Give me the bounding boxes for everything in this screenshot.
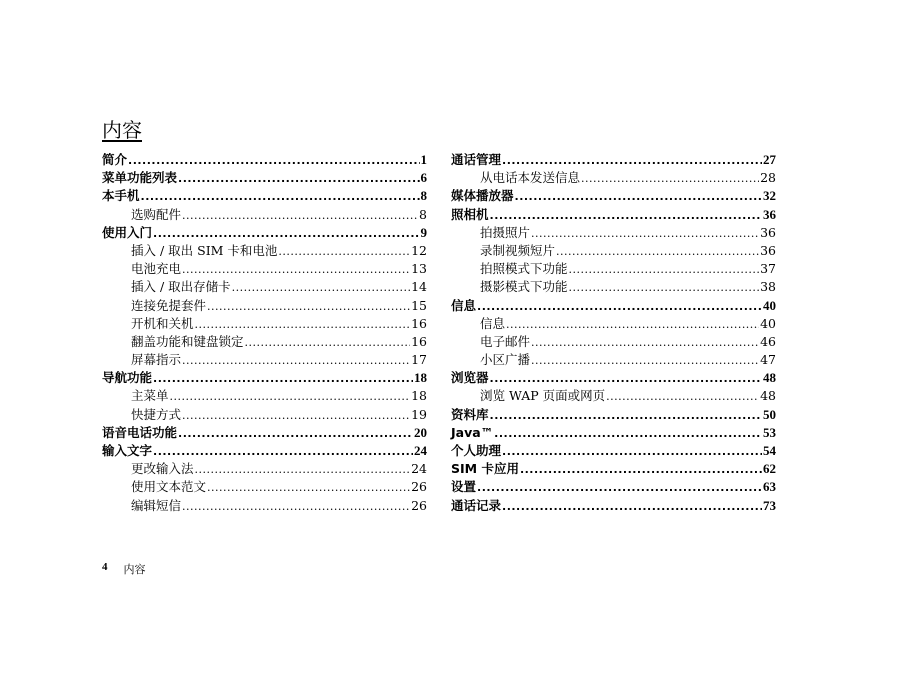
toc-entry-page: 48 (760, 388, 776, 404)
toc-entry-page: 26 (411, 497, 427, 513)
toc-entry-label: 编辑短信 (131, 497, 182, 513)
toc-leader-dots (195, 461, 411, 479)
toc-leader-dots (182, 207, 418, 225)
toc-entry-label: 录制视频短片 (480, 242, 556, 258)
toc-entry-page: 24 (414, 443, 427, 458)
toc-leader-dots (195, 316, 411, 334)
toc-entry[interactable] (102, 406, 427, 424)
page-title: 内容 (102, 118, 142, 142)
toc-entry-label: 媒体播放器 (451, 188, 514, 204)
toc-entry-label: 拍照模式下功能 (480, 261, 568, 277)
toc-leader-dots (494, 425, 762, 443)
toc-entry-page: 16 (411, 333, 427, 349)
toc-leader-dots (182, 261, 410, 279)
toc-entry-label: 电子邮件 (480, 333, 531, 349)
toc-entry-page: 48 (763, 370, 776, 386)
toc-leader-dots (245, 334, 411, 352)
toc-leader-dots (531, 334, 759, 352)
toc-entry-label: 从电话本发送信息 (480, 170, 581, 186)
toc-entry-page: 9 (420, 224, 427, 240)
toc-entry-label: 小区广播 (480, 352, 531, 368)
toc-entry[interactable] (451, 187, 776, 205)
toc-entry[interactable] (102, 297, 427, 315)
toc-entry-page: 19 (411, 406, 427, 422)
toc-entry-label: 菜单功能列表 (102, 170, 178, 186)
toc-entry-page: 40 (763, 297, 776, 313)
toc-entry-label: 主菜单 (131, 388, 169, 404)
toc-entry-page: 8 (419, 206, 427, 222)
toc-leader-dots (232, 279, 410, 297)
toc-entry[interactable] (102, 424, 427, 442)
toc-entry[interactable] (451, 369, 776, 387)
toc-entry-page: 16 (411, 315, 427, 331)
toc-entry[interactable] (451, 460, 776, 478)
toc-entry[interactable] (451, 442, 776, 460)
toc-entry-page: 1 (420, 152, 427, 167)
toc-entry-page: 46 (760, 333, 776, 349)
toc-entry-label: 通话管理 (451, 152, 502, 167)
page-footer (102, 561, 146, 577)
toc-entry[interactable] (102, 206, 427, 224)
toc-entry-page: 47 (760, 352, 776, 368)
toc-entry[interactable] (102, 260, 427, 278)
toc-leader-dots (506, 316, 759, 334)
toc-entry[interactable] (451, 242, 776, 260)
toc-entry-page: 12 (411, 242, 427, 258)
toc-entry-label: 资料库 (451, 406, 489, 422)
toc-entry-label: 输入文字 (102, 443, 153, 458)
toc-entry[interactable] (451, 151, 776, 169)
toc-leader-dots (606, 388, 759, 406)
toc-entry-page: 20 (414, 424, 427, 440)
toc-entry-label: 使用文本范文 (131, 479, 207, 495)
toc-entry-label: 导航功能 (102, 370, 153, 386)
toc-entry[interactable] (451, 169, 776, 187)
toc-entry-label: 电池充电 (131, 261, 182, 277)
toc-leader-dots (178, 170, 419, 188)
toc-leader-dots (182, 352, 410, 370)
toc-entry[interactable] (451, 406, 776, 424)
toc-leader-dots (490, 407, 762, 425)
toc-entry[interactable] (102, 478, 427, 496)
toc-entry-label: 个人助理 (451, 443, 502, 458)
toc-entry-page: 8 (420, 188, 427, 204)
toc-right-column (451, 151, 776, 515)
toc-entry-label: 屏幕指示 (131, 352, 182, 368)
toc-leader-dots (153, 225, 419, 243)
toc-entry-label: SIM 卡应用 (451, 461, 519, 477)
toc-entry[interactable] (451, 387, 776, 405)
toc-entry-label: 语音电话功能 (102, 424, 178, 440)
toc-entry[interactable] (451, 206, 776, 224)
toc-entry-label: 浏览 WAP 页面或网页 (480, 388, 606, 404)
toc-entry[interactable] (451, 424, 776, 442)
toc-entry[interactable] (102, 169, 427, 187)
toc-leader-dots (490, 207, 762, 225)
toc-entry[interactable] (102, 278, 427, 296)
toc-entry-page: 6 (420, 170, 427, 186)
toc-entry-label: 拍摄照片 (480, 224, 531, 240)
toc-leader-dots (502, 443, 762, 461)
toc-entry-page: 26 (411, 479, 427, 495)
toc-entry[interactable] (451, 278, 776, 296)
toc-entry-page: 15 (411, 297, 427, 313)
toc-leader-dots (278, 243, 410, 261)
toc-entry-label: 通话记录 (451, 497, 502, 513)
toc-leader-dots (569, 279, 760, 297)
toc-entry[interactable] (102, 187, 427, 205)
toc-leader-dots (128, 152, 419, 170)
toc-leader-dots (531, 352, 759, 370)
footer-page-number: 4 (102, 561, 108, 573)
toc-entry-page: 24 (411, 461, 427, 477)
toc-entry-label: Java™ (451, 424, 494, 440)
toc-leader-dots (502, 498, 762, 516)
toc-entry-label: 更改输入法 (131, 461, 194, 477)
toc-entry[interactable] (102, 351, 427, 369)
toc-leader-dots (556, 243, 759, 261)
toc-entry-page: 36 (763, 206, 776, 222)
toc-entry[interactable] (451, 260, 776, 278)
toc-leader-dots (141, 188, 420, 206)
toc-entry-page: 62 (763, 461, 776, 477)
toc-leader-dots (531, 225, 759, 243)
toc-entry[interactable] (451, 224, 776, 242)
toc-entry[interactable] (102, 497, 427, 515)
toc-entry-label: 信息 (451, 297, 477, 313)
toc-entry[interactable] (451, 478, 776, 496)
toc-leader-dots (477, 298, 762, 316)
toc-leader-dots (170, 388, 411, 406)
toc-leader-dots (581, 170, 759, 188)
toc-entry-label: 插入 / 取出存储卡 (131, 279, 231, 295)
toc-leader-dots (207, 298, 410, 316)
toc-entry-page: 36 (760, 242, 776, 258)
toc-entry-page: 17 (411, 352, 427, 368)
toc-entry-label: 摄影模式下功能 (480, 279, 568, 295)
toc-entry[interactable] (102, 387, 427, 405)
toc-leader-dots (207, 479, 410, 497)
toc-entry-label: 信息 (480, 315, 506, 331)
toc-entry-page: 38 (760, 279, 776, 295)
toc-entry-label: 使用入门 (102, 224, 153, 240)
toc-entry-page: 13 (411, 261, 427, 277)
toc-entry-page: 40 (760, 315, 776, 331)
toc-leader-dots (520, 461, 762, 479)
toc-entry[interactable] (451, 333, 776, 351)
toc-entry[interactable] (102, 224, 427, 242)
toc-entry[interactable] (102, 151, 427, 169)
toc-entry-label: 照相机 (451, 206, 489, 222)
toc-entry-label: 快捷方式 (131, 406, 182, 422)
toc-entry-label: 简介 (102, 152, 128, 167)
toc-entry-label: 连接免提套件 (131, 297, 207, 313)
toc-entry[interactable] (451, 497, 776, 515)
toc-entry[interactable] (102, 242, 427, 260)
toc-entry[interactable] (102, 333, 427, 351)
toc-entry-page: 18 (414, 370, 427, 386)
toc-entry-page: 18 (411, 388, 427, 404)
toc-entry-label: 浏览器 (451, 370, 489, 386)
toc-entry[interactable] (102, 442, 427, 460)
toc-entry-label: 设置 (451, 479, 477, 495)
footer-section-title: 内容 (123, 563, 146, 576)
toc-entry-page: 14 (411, 279, 427, 295)
toc-leader-dots (490, 370, 762, 388)
toc-entry-label: 插入 / 取出 SIM 卡和电池 (131, 242, 278, 258)
toc-entry-page: 37 (760, 261, 776, 277)
toc-entry-label: 本手机 (102, 188, 140, 204)
toc-entry-page: 50 (763, 406, 776, 422)
toc-entry-page: 27 (763, 152, 776, 167)
toc-entry-label: 选购配件 (131, 206, 182, 222)
toc-leader-dots (182, 498, 410, 516)
toc-entry-page: 28 (760, 170, 776, 186)
toc-leader-dots (477, 479, 762, 497)
toc-entry[interactable] (102, 460, 427, 478)
toc-entry-page: 36 (760, 224, 776, 240)
toc-entry-page: 63 (763, 479, 776, 495)
toc-entry[interactable] (451, 351, 776, 369)
toc-entry-page: 73 (763, 497, 776, 513)
toc-entry[interactable] (102, 315, 427, 333)
toc-entry-label: 翻盖功能和键盘锁定 (131, 333, 244, 349)
toc-entry[interactable] (451, 315, 776, 333)
toc-leader-dots (569, 261, 760, 279)
toc-leader-dots (153, 370, 413, 388)
toc-leader-dots (515, 188, 762, 206)
toc-entry-label: 开机和关机 (131, 315, 194, 331)
toc-leader-dots (502, 152, 762, 170)
toc-entry-page: 53 (763, 424, 776, 440)
toc-entry[interactable] (102, 369, 427, 387)
toc-leader-dots (182, 407, 410, 425)
toc-leader-dots (178, 425, 413, 443)
toc-entry-page: 54 (763, 443, 776, 458)
toc-leader-dots (153, 443, 413, 461)
toc-entry-page: 32 (763, 188, 776, 204)
toc-left-column (102, 151, 427, 515)
toc-entry[interactable] (451, 297, 776, 315)
